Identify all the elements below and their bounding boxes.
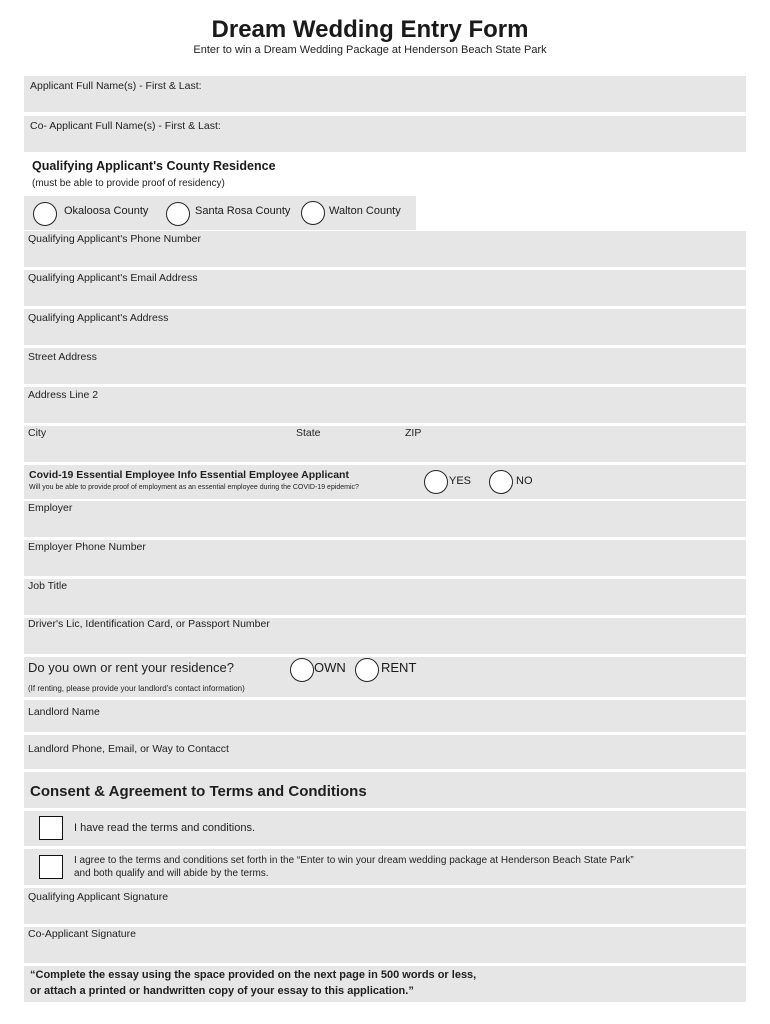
agree-terms-checkbox[interactable]: [39, 855, 63, 879]
phone-label: Qualifying Applicant's Phone Number: [28, 233, 202, 245]
covid-band: [24, 465, 746, 501]
county-heading: Qualifying Applicant's County Residence: [32, 159, 276, 173]
form-title: Dream Wedding Entry Form: [211, 16, 529, 43]
agree-terms-line1: I agree to the terms and conditions set forth in the “Enter to win your dream wedding package at Henderson Beach State Park”: [74, 855, 634, 866]
co-applicant-name-field[interactable]: [24, 116, 746, 154]
street-label: Street Address: [28, 351, 97, 363]
read-terms-label: I have read the terms and conditions.: [74, 822, 255, 834]
santa-rosa-radio[interactable]: [166, 202, 190, 226]
covid-yes-label: YES: [449, 475, 472, 487]
email-field[interactable]: [24, 270, 746, 308]
employer-label: Employer: [28, 502, 73, 514]
read-terms-band: [24, 811, 746, 848]
walton-label: Walton County: [329, 205, 401, 217]
applicant-name-field[interactable]: [24, 76, 746, 114]
covid-no-radio[interactable]: [489, 470, 513, 494]
residence-question: Do you own or rent your residence?: [28, 660, 234, 675]
walton-radio[interactable]: [301, 201, 325, 225]
address-field[interactable]: [24, 309, 746, 347]
agree-terms-line2: and both qualify and will abide by the terms.: [74, 868, 269, 879]
covid-question: Will you be able to provide proof of employment as an essential employee during the COVID-19 epidemic?: [29, 484, 359, 491]
zip-label: ZIP: [405, 427, 422, 439]
rent-label: RENT: [381, 660, 417, 675]
address-line2-field[interactable]: [24, 387, 746, 425]
consent-heading: Consent & Agreement to Terms and Conditions: [30, 783, 367, 800]
agree-terms-band: [24, 849, 746, 887]
employer-field[interactable]: [24, 501, 746, 539]
job-title-label: Job Title: [28, 580, 68, 592]
landlord-contact-field[interactable]: [24, 735, 746, 771]
rent-radio[interactable]: [355, 658, 379, 682]
applicant-name-label: Applicant Full Name(s) - First & Last:: [30, 80, 202, 92]
okaloosa-label: Okaloosa County: [64, 205, 149, 217]
id-number-field[interactable]: [24, 618, 746, 656]
covid-no-label: NO: [516, 475, 533, 487]
employer-phone-field[interactable]: [24, 540, 746, 578]
phone-field[interactable]: [24, 231, 746, 269]
read-terms-checkbox[interactable]: [39, 816, 63, 840]
job-title-field[interactable]: [24, 579, 746, 617]
co-applicant-name-label: Co- Applicant Full Name(s) - First & Last:: [30, 120, 221, 132]
covid-heading: Covid-19 Essential Employee Info Essential Employee Applicant: [29, 469, 349, 481]
landlord-name-field[interactable]: [24, 700, 746, 734]
city-state-zip-field[interactable]: [24, 426, 746, 464]
county-note: (must be able to provide proof of residency): [32, 178, 225, 189]
employer-phone-label: Employer Phone Number: [28, 541, 146, 553]
essay-line1: “Complete the essay using the space provided on the next page in 500 words or less,: [30, 969, 477, 981]
applicant-signature-field[interactable]: [24, 888, 746, 926]
essay-line2: or attach a printed or handwritten copy of your essay to this application.”: [30, 985, 414, 997]
landlord-contact-label: Landlord Phone, Email, or Way to Contacct: [28, 743, 229, 755]
city-label: City: [28, 427, 47, 439]
covid-yes-radio[interactable]: [424, 470, 448, 494]
street-field[interactable]: [24, 348, 746, 386]
essay-band: [24, 966, 746, 1004]
landlord-name-label: Landlord Name: [28, 706, 100, 718]
own-label: OWN: [314, 660, 346, 675]
co-applicant-signature-field[interactable]: [24, 927, 746, 965]
state-label: State: [296, 427, 321, 439]
address-line2-label: Address Line 2: [28, 389, 99, 401]
address-label: Qualifying Applicant's Address: [28, 312, 169, 324]
okaloosa-radio[interactable]: [33, 202, 57, 226]
email-label: Qualifying Applicant's Email Address: [28, 272, 198, 284]
own-radio[interactable]: [290, 658, 314, 682]
applicant-signature-label: Qualifying Applicant Signature: [28, 891, 169, 903]
form-subtitle: Enter to win a Dream Wedding Package at Henderson Beach State Park: [193, 44, 547, 56]
residence-note: (If renting, please provide your landlord's contact information): [28, 684, 245, 693]
santa-rosa-label: Santa Rosa County: [195, 205, 291, 217]
consent-heading-band: [24, 772, 746, 810]
co-applicant-signature-label: Co-Applicant Signature: [28, 928, 136, 940]
id-number-label: Driver's Lic, Identification Card, or Passport Number: [28, 618, 270, 630]
